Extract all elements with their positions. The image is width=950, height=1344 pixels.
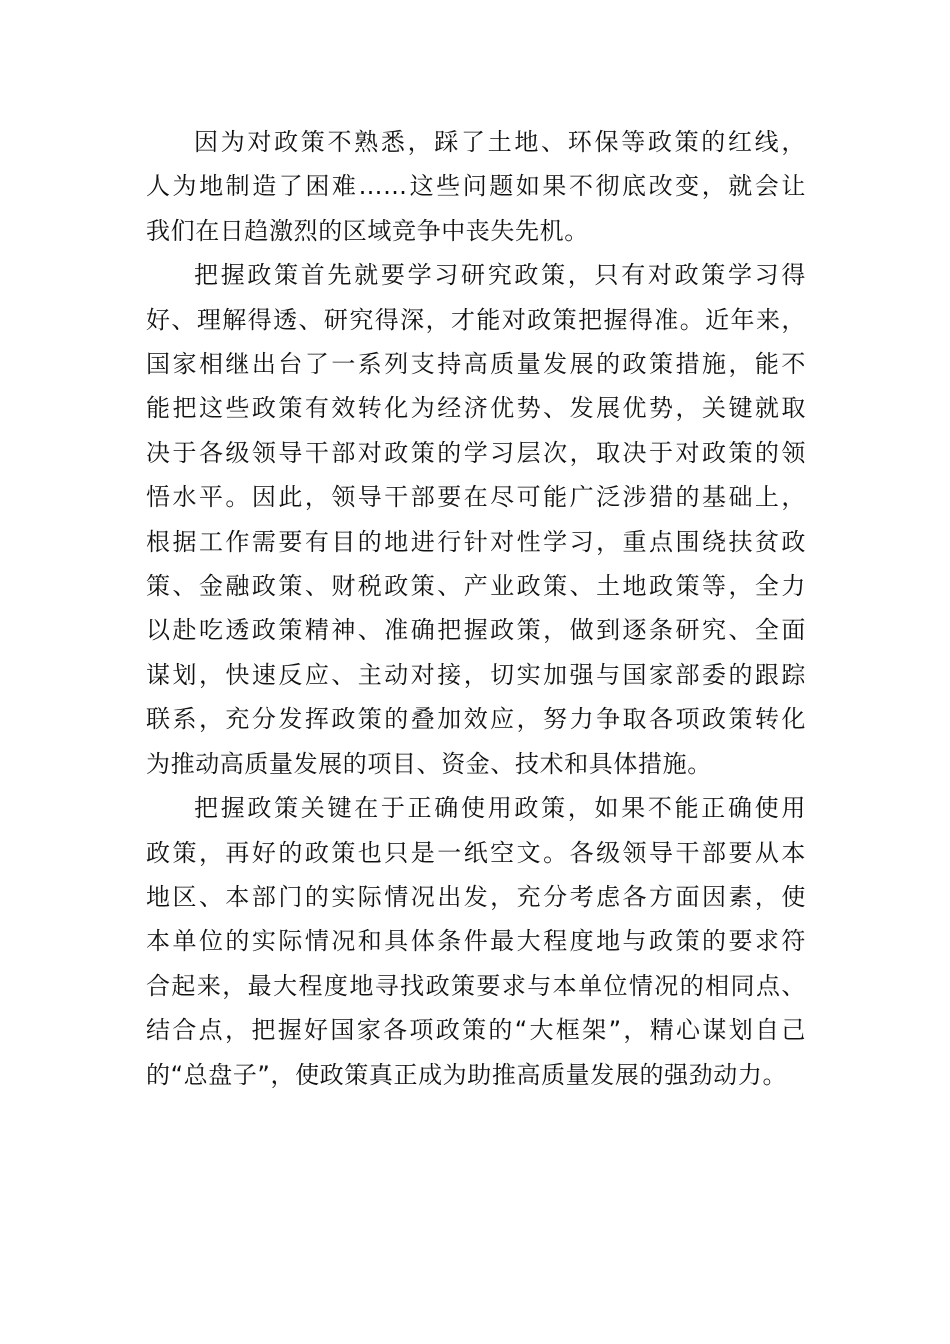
paragraph-3-line-3: 地区、本部门的实际情况出发，充分考虑各方面因素，使 bbox=[146, 882, 806, 911]
paragraph-2-line-10: 谋划，快速反应、主动对接，切实加强与国家部委的跟踪 bbox=[146, 660, 806, 689]
paragraph-1 bbox=[146, 120, 806, 253]
paragraph-2-line-1: 把握政策首先就要学习研究政策，只有对政策学习得 bbox=[194, 261, 806, 290]
paragraph-3-line-2: 政策，再好的政策也只是一纸空文。各级领导干部要从本 bbox=[146, 838, 806, 867]
paragraph-2-line-6: 悟水平。因此，领导干部要在尽可能广泛涉猎的基础上， bbox=[146, 483, 806, 512]
paragraph-3-line-4: 本单位的实际情况和具体条件最大程度地与政策的要求符 bbox=[146, 927, 806, 956]
paragraph-2-line-9: 以赴吃透政策精神、准确把握政策，做到逐条研究、全面 bbox=[146, 616, 806, 645]
paragraph-2-line-11: 联系，充分发挥政策的叠加效应，努力争取各项政策转化 bbox=[146, 705, 806, 734]
paragraph-3-line-1: 把握政策关键在于正确使用政策，如果不能正确使用 bbox=[194, 794, 806, 823]
paragraph-3-line-7: 的“总盘子”，使政策真正成为助推高质量发展的强劲动力。 bbox=[146, 1060, 788, 1089]
document-body bbox=[146, 120, 806, 1097]
paragraph-2-line-2: 好、理解得透、研究得深，才能对政策把握得准。近年来， bbox=[146, 305, 806, 334]
paragraph-2-line-12: 为推动高质量发展的项目、资金、技术和具体措施。 bbox=[146, 749, 712, 778]
paragraph-2-line-8: 策、金融政策、财税政策、产业政策、土地政策等，全力 bbox=[146, 572, 806, 601]
paragraph-2 bbox=[146, 253, 806, 786]
paragraph-2-line-5: 决于各级领导干部对政策的学习层次，取决于对政策的领 bbox=[146, 438, 806, 467]
paragraph-1-line-1: 因为对政策不熟悉，踩了土地、环保等政策的红线， bbox=[194, 128, 806, 156]
paragraph-1-line-2: 人为地制造了困难……这些问题如果不彻底改变，就会让 bbox=[146, 172, 806, 201]
paragraph-2-line-3: 国家相继出台了一系列支持高质量发展的政策措施，能不 bbox=[146, 350, 806, 379]
paragraph-2-line-7: 根据工作需要有目的地进行针对性学习，重点围绕扶贫政 bbox=[146, 527, 806, 556]
paragraph-3-line-5: 合起来，最大程度地寻找政策要求与本单位情况的相同点、 bbox=[146, 971, 806, 1000]
paragraph-1-line-3: 我们在日趋激烈的区域竞争中丧失先机。 bbox=[146, 216, 589, 245]
paragraph-3-line-6: 结合点，把握好国家各项政策的“大框架”，精心谋划自己 bbox=[146, 1016, 806, 1045]
paragraph-3 bbox=[146, 786, 806, 1097]
paragraph-2-line-4: 能把这些政策有效转化为经济优势、发展优势，关键就取 bbox=[146, 394, 806, 423]
